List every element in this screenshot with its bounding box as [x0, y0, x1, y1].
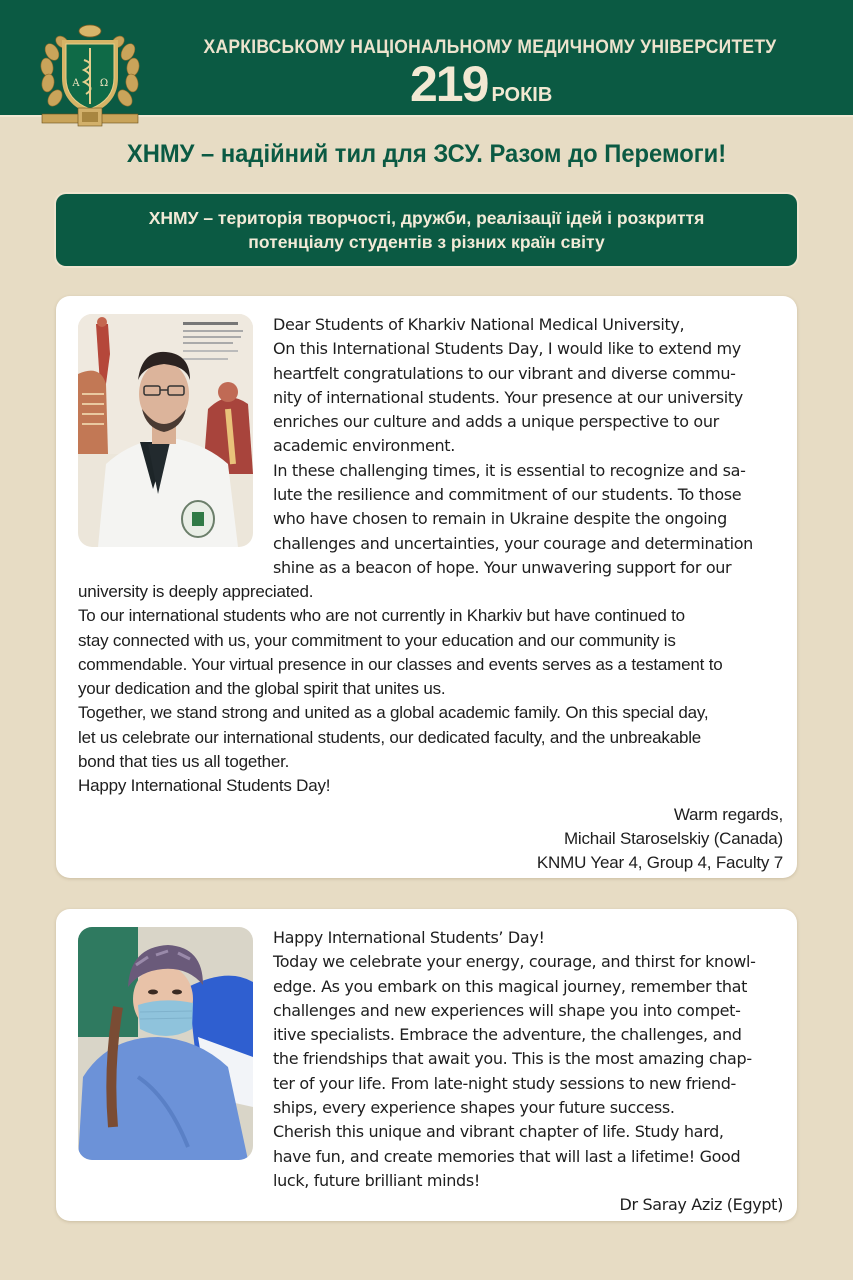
letter-line: challenges and new experiences will shape you into compet- — [273, 1000, 741, 1020]
letter-line: Together, we stand strong and united as a global academic family. On this special day, — [78, 703, 709, 723]
letter-line: nity of international students. Your presence at our university — [273, 387, 743, 407]
banner-line: потенціалу студентів з різних країн світу — [248, 232, 605, 252]
anniversary — [410, 58, 552, 110]
letter-line: ter of your life. From late-night study sessions to new friend- — [273, 1073, 736, 1093]
signature-name: Michail Staroselskiy (Canada) — [563, 828, 783, 848]
letter-line: stay connected with us, your commitment to your education and our community is — [78, 630, 676, 650]
letter-line: university is deeply appreciated. — [78, 582, 314, 601]
university-title: ХАРКІВСЬКОМУ НАЦІОНАЛЬНОМУ МЕДИЧНОМУ УНІВЕРСИТЕТУ — [203, 37, 777, 58]
letter-line: Today we celebrate your energy, courage, and thirst for knowl- — [273, 952, 756, 972]
doctor-in-surgical-gown-photo — [78, 927, 253, 1160]
letter-line: bond that ties us all together. — [78, 752, 290, 772]
letter-line: Happy International Students’ Day! — [273, 928, 545, 947]
anniversary-number: 219 — [410, 56, 488, 112]
letter-line: luck, future brilliant minds! — [273, 1170, 480, 1190]
letter-card-staroselskiy — [56, 296, 797, 878]
slogan-heading: ХНМУ – надійний тил для ЗСУ. Разом до Перемоги! — [126, 140, 727, 168]
signature-affiliation: KNMU Year 4, Group 4, Faculty 7 — [536, 853, 783, 873]
letter-body-full — [78, 580, 783, 876]
anniversary-word: РОКІВ — [491, 84, 553, 106]
letter-line: Dear Students of Kharkiv National Medical University, — [273, 315, 685, 334]
letter-line: have fun, and create memories that will last a lifetime! Good — [273, 1146, 741, 1166]
letter-body-side — [273, 313, 783, 580]
letter-line: your dedication and the global spirit that unites us. — [78, 679, 446, 699]
signature-name: Dr Saray Aziz (Egypt) — [619, 1195, 783, 1215]
letter-line: academic environment. — [273, 436, 455, 456]
letter-line: who have chosen to remain in Ukraine despite the ongoing — [273, 509, 727, 529]
letter-line: ships, every experience shapes your future success. — [273, 1098, 675, 1118]
letter-line: enriches our culture and adds a unique perspective to our — [273, 412, 719, 432]
letter-line: In these challenging times, it is essential to recognize and sa- — [273, 460, 746, 480]
student-portrait-photo — [78, 314, 253, 547]
signature-line: Warm regards, — [673, 804, 783, 824]
letter-line: challenges and uncertainties, your courage and determination — [273, 533, 753, 553]
letter-line: shine as a beacon of hope. Your unwavering support for our — [273, 557, 732, 577]
letter-line: itive specialists. Embrace the adventure, the challenges, and — [273, 1025, 742, 1045]
letter-line: On this International Students Day, I would like to extend my — [273, 339, 741, 359]
letter-card-aziz — [56, 909, 797, 1221]
letter-line: Cherish this unique and vibrant chapter of life. Study hard, — [273, 1122, 724, 1142]
crest-alpha: Α — [72, 78, 80, 89]
letter-line: heartfelt congratulations to our vibrant and diverse commu- — [273, 363, 736, 383]
letter-line: edge. As you embark on this magical journey, remember that — [273, 976, 748, 996]
letter-line: Happy International Students Day! — [78, 776, 331, 796]
letter-line: lute the resilience and commitment of our students. To those — [273, 485, 742, 505]
letter-line: commendable. Your virtual presence in our classes and events serves as a testament to — [78, 654, 723, 674]
banner-line: ХНМУ – територія творчості, дружби, реалізації ідей і розкриття — [148, 208, 705, 228]
letter-body-side — [273, 926, 783, 1218]
letter-line: let us celebrate our international students, our dedicated faculty, and the unbreakable — [78, 727, 702, 747]
crest-omega: Ω — [99, 78, 109, 89]
signature-block — [78, 803, 783, 876]
letter-line: the friendships that await you. This is the most amazing chap- — [273, 1049, 752, 1069]
university-crest-icon — [38, 22, 142, 128]
letter-line: To our international students who are not currently in Kharkiv but have continued to — [78, 606, 685, 626]
green-banner — [56, 194, 797, 266]
